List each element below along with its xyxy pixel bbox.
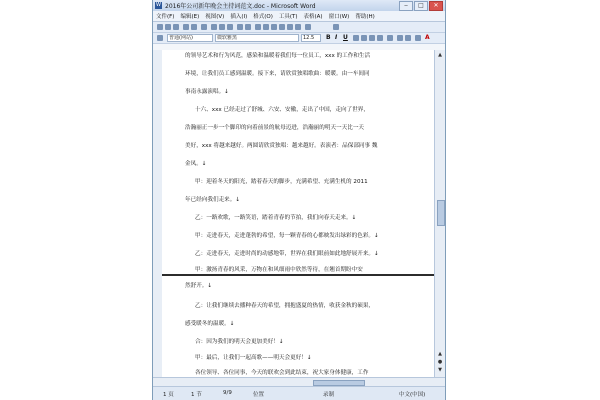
status-page: 1 页 [163,392,174,398]
previous-page-icon[interactable]: ▲ [438,351,442,357]
copy-icon[interactable] [219,24,225,30]
styles-pane-icon[interactable] [157,35,163,41]
menu-window[interactable]: 窗口(W) [328,14,350,20]
numbering-icon[interactable] [397,35,403,41]
bullets-icon[interactable] [405,35,411,41]
spelling-icon[interactable] [201,24,207,30]
redo-icon[interactable] [245,24,251,30]
font-color-button[interactable]: A [425,34,430,41]
menu-insert[interactable]: 插入(I) [230,14,248,20]
doc-line: 的领导艺术和行为风范，感染和温暖着我们每一位员工，xxx 的工作和生活 [185,53,371,59]
highlight-icon[interactable] [415,35,421,41]
columns-icon[interactable] [271,24,277,30]
font-size-select[interactable]: 12.5 [301,34,321,42]
standard-toolbar [153,22,445,33]
drawing-icon[interactable] [279,24,285,30]
doc-line: 事南永露演唱。↓ [185,89,229,95]
minimize-button[interactable]: ‒ [399,1,413,11]
word-app-icon: W [156,2,161,8]
doc-line: 甲：迎着冬天的阳光，踏着春天的脚步，充满希望、充满生机的 2011 [195,179,368,185]
doc-line: 环境，让我们员工感到温暖。接下来，请欣赏独唱歌曲：暖暖。由一车间同 [185,71,370,77]
status-section: 1 节 [191,392,202,398]
formatting-toolbar [153,33,445,44]
word-window [152,0,446,400]
menu-table[interactable]: 表格(A) [303,14,323,20]
title-bar [153,0,445,11]
scroll-up-icon[interactable]: ▲ [438,52,442,58]
doc-line: 金凤。↓ [185,161,207,167]
horizontal-scrollbar[interactable] [153,377,445,386]
doc-line: 美好，xxx 将越来越好。两圆请欣赏独唱：越来越好。表演者：品保部同事 魏 [185,143,378,149]
doc-line: 年已经向我们走来。↓ [185,197,241,203]
vertical-scroll-thumb[interactable] [437,200,445,226]
print-icon[interactable] [183,24,189,30]
doc-line: 十六、xxx 已经走过了舒城、六安、安徽，走出了中国，走向了世界， [195,107,369,113]
status-page-of: 9/9 [223,390,232,396]
cut-icon[interactable] [211,24,217,30]
underline-button[interactable]: U [343,34,348,41]
window-title: 2016年公司新年晚会主持词范文.doc - Microsoft Word [165,3,316,10]
menu-tools[interactable]: 工具(T) [278,14,298,20]
browse-object-icon[interactable]: ● [437,359,443,365]
menu-format[interactable]: 格式(O) [253,14,273,20]
style-select[interactable]: 普通(网站) [167,34,213,42]
document-page[interactable] [162,50,434,377]
doc-line: 然舒开。↓ [185,283,213,289]
doc-line: 乙：一路欢歌，一路笑语，踏着青春的节拍，我们向春天走来。↓ [195,215,357,221]
italic-button[interactable]: I [335,34,338,41]
doc-line: 各位领导、各位同事，今天的联欢会到此结束，祝大家身体健康，工作 [195,370,369,376]
table-icon[interactable] [263,24,269,30]
menu-bar [153,11,445,22]
doc-line: 乙：让我们继续去播种春天的希望，拥抱盛夏的热情，收获金秋的硕果， [195,303,375,309]
align-right-icon[interactable] [369,35,375,41]
status-mode: 录制 [323,392,335,398]
justify-icon[interactable] [377,35,383,41]
line-spacing-icon[interactable] [387,35,393,41]
next-page-icon[interactable]: ▼ [438,367,442,373]
new-document-icon[interactable] [157,24,163,30]
status-language: 中文(中国) [399,392,426,398]
zoom-icon[interactable] [305,24,311,30]
vertical-scrollbar[interactable] [434,50,445,377]
status-bar [153,386,445,400]
menu-file[interactable]: 文件(F) [156,14,175,20]
align-center-icon[interactable] [361,35,367,41]
bold-button[interactable]: B [326,34,331,41]
align-left-icon[interactable] [353,35,359,41]
paste-icon[interactable] [227,24,233,30]
document-map-icon[interactable] [287,24,293,30]
open-icon[interactable] [165,24,171,30]
doc-line: 甲：激扬青春的风采，万物在和风细雨中欣然等待，在翘首期盼中安 [195,267,363,273]
hyperlink-icon[interactable] [255,24,261,30]
font-select[interactable]: 微软雅黑 [215,34,299,42]
page-break-line [162,274,434,276]
doc-line: 甲：最后，让我们一起高歌——明天会更好！↓ [195,355,312,361]
save-icon[interactable] [173,24,179,30]
show-hide-icon[interactable] [295,24,301,30]
doc-line: 浩瀚丽正一步一个脚印的向着前景的航母迈进，浩瀚丽的明天一天比一天 [185,125,365,131]
doc-line: 感受暖冬的温暖。↓ [185,321,235,327]
doc-line: 甲：走进春天，走进蓬勃的希望，每一颗青春的心都映发出绿彩的色彩。↓ [195,233,379,239]
doc-line: 乙：走进春天，走进时尚的动感地带，世界在我们眼前如此地舒展开来。↓ [195,251,379,257]
maximize-button[interactable]: □ [414,1,428,11]
status-position: 位置 [253,392,265,398]
doc-line: 合：因为我们的明天会更加美好！↓ [195,339,284,345]
menu-edit[interactable]: 编辑(E) [180,14,200,20]
close-button[interactable]: ✕ [429,1,443,11]
undo-icon[interactable] [237,24,243,30]
menu-view[interactable]: 视图(V) [205,14,225,20]
menu-help[interactable]: 帮助(H) [355,14,375,20]
help-icon[interactable] [333,24,339,30]
print-preview-icon[interactable] [191,24,197,30]
